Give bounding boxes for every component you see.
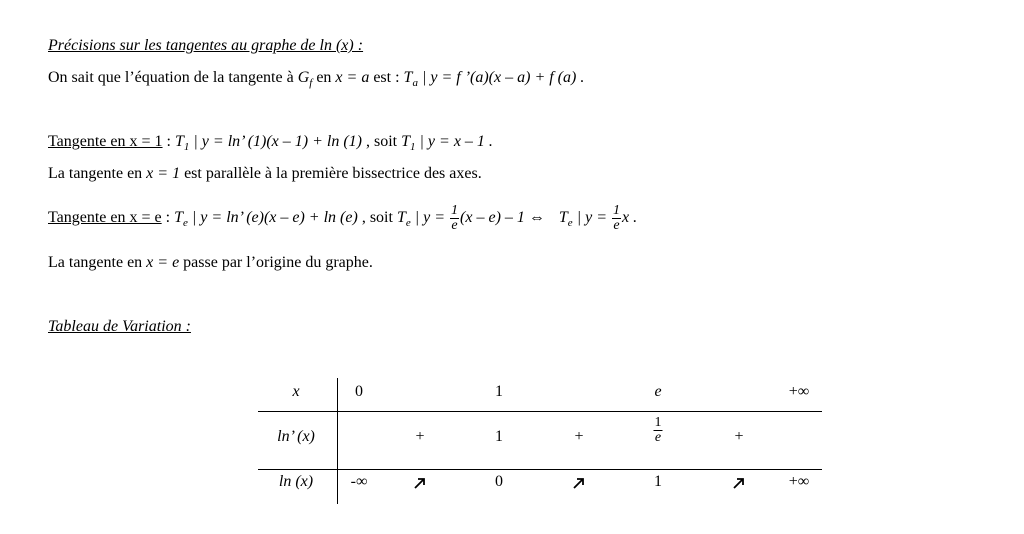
derivative-value-1-over-e: $\frac{1}{e}$: [654, 415, 662, 445]
text: en: [312, 69, 336, 86]
ta-symbol: $T_a$: [403, 69, 418, 90]
table-vertical-divider: [337, 378, 338, 504]
math-x-eq-1: x = 1: [146, 165, 181, 182]
te-symbol: $T_e$: [174, 209, 188, 230]
tangent-at-1-line: [48, 132, 493, 157]
text: :: [161, 209, 175, 226]
tangent-equation-line: [48, 68, 584, 93]
row-label-derivative: ln’ (x): [277, 428, 315, 445]
table-divider: [258, 411, 822, 412]
table-divider: [258, 469, 822, 470]
arrow-up-right-icon: [413, 476, 427, 490]
row-label-x: x: [292, 383, 300, 400]
fraction-1-over-e-2: $\frac{1}{e}$: [612, 202, 620, 233]
text: est :: [369, 69, 404, 86]
section-heading-tangents: Précisions sur les tangentes au graphe de ln (x) :: [48, 37, 364, 54]
gf-symbol: $G_f$: [297, 69, 313, 90]
row-label-function: ln (x): [278, 473, 314, 490]
tangent-1-equation: | y = ln’ (1)(x – 1) + ln (1): [189, 133, 362, 150]
sign-plus: +: [415, 428, 425, 445]
tangent-1-result: | y = x – 1 .: [415, 133, 493, 150]
tangent-at-e-label: Tangente en x = e: [48, 209, 162, 226]
text: On sait que l’équation de la tangente à: [48, 69, 298, 86]
text: , soit: [357, 209, 397, 226]
text: La tangente en: [48, 254, 147, 271]
text: La tangente en: [48, 165, 147, 182]
tangent-at-e-line: [48, 203, 637, 238]
arrow-up-right-icon: [572, 476, 586, 490]
limit-minus-inf: -∞: [350, 473, 368, 490]
sign-plus: +: [574, 428, 584, 445]
equivalence-symbol: ⇔: [528, 209, 545, 226]
parallel-line: [48, 164, 482, 184]
sign-plus: +: [734, 428, 744, 445]
function-value-1: 1: [654, 473, 662, 490]
x-value-e: e: [654, 383, 662, 400]
arrow-up-right-icon: [732, 476, 746, 490]
math-x-eq-e: x = e: [146, 254, 180, 271]
x-value-1: 1: [495, 383, 503, 400]
tangent-at-1-label: Tangente en x = 1: [48, 133, 163, 150]
text: x .: [621, 209, 638, 226]
text: | y =: [410, 209, 450, 226]
section-heading-variation: Tableau de Variation :: [48, 318, 191, 335]
variation-table: [258, 378, 822, 504]
tangent-formula: | y = f ’(a)(x – a) + f (a) .: [417, 69, 585, 86]
fraction-1-over-e: $\frac{1}{e}$: [451, 202, 459, 233]
limit-plus-inf: +∞: [788, 473, 810, 490]
tangent-e-equation: | y = ln’ (e)(x – e) + ln (e): [187, 209, 358, 226]
text: , soit: [362, 133, 402, 150]
x-value-inf: +∞: [788, 383, 810, 400]
text: (x – e) – 1: [460, 209, 529, 226]
x-value-0: 0: [355, 383, 363, 400]
te-symbol-2: $T_e$: [396, 209, 411, 230]
math-x-eq-a: x = a: [335, 69, 370, 86]
text: | y =: [572, 209, 611, 226]
origin-line: [48, 253, 373, 273]
text: :: [162, 133, 175, 150]
derivative-value-1: 1: [495, 428, 503, 445]
text: est parallèle à la première bissectrice des axes.: [180, 165, 482, 182]
text: passe par l’origine du graphe.: [179, 254, 373, 271]
t1-symbol-2: $T_1$: [401, 133, 416, 154]
function-value-0: 0: [495, 473, 503, 490]
t1-symbol: $T_1$: [174, 133, 190, 154]
te-symbol-3: $T_e$: [558, 209, 573, 230]
